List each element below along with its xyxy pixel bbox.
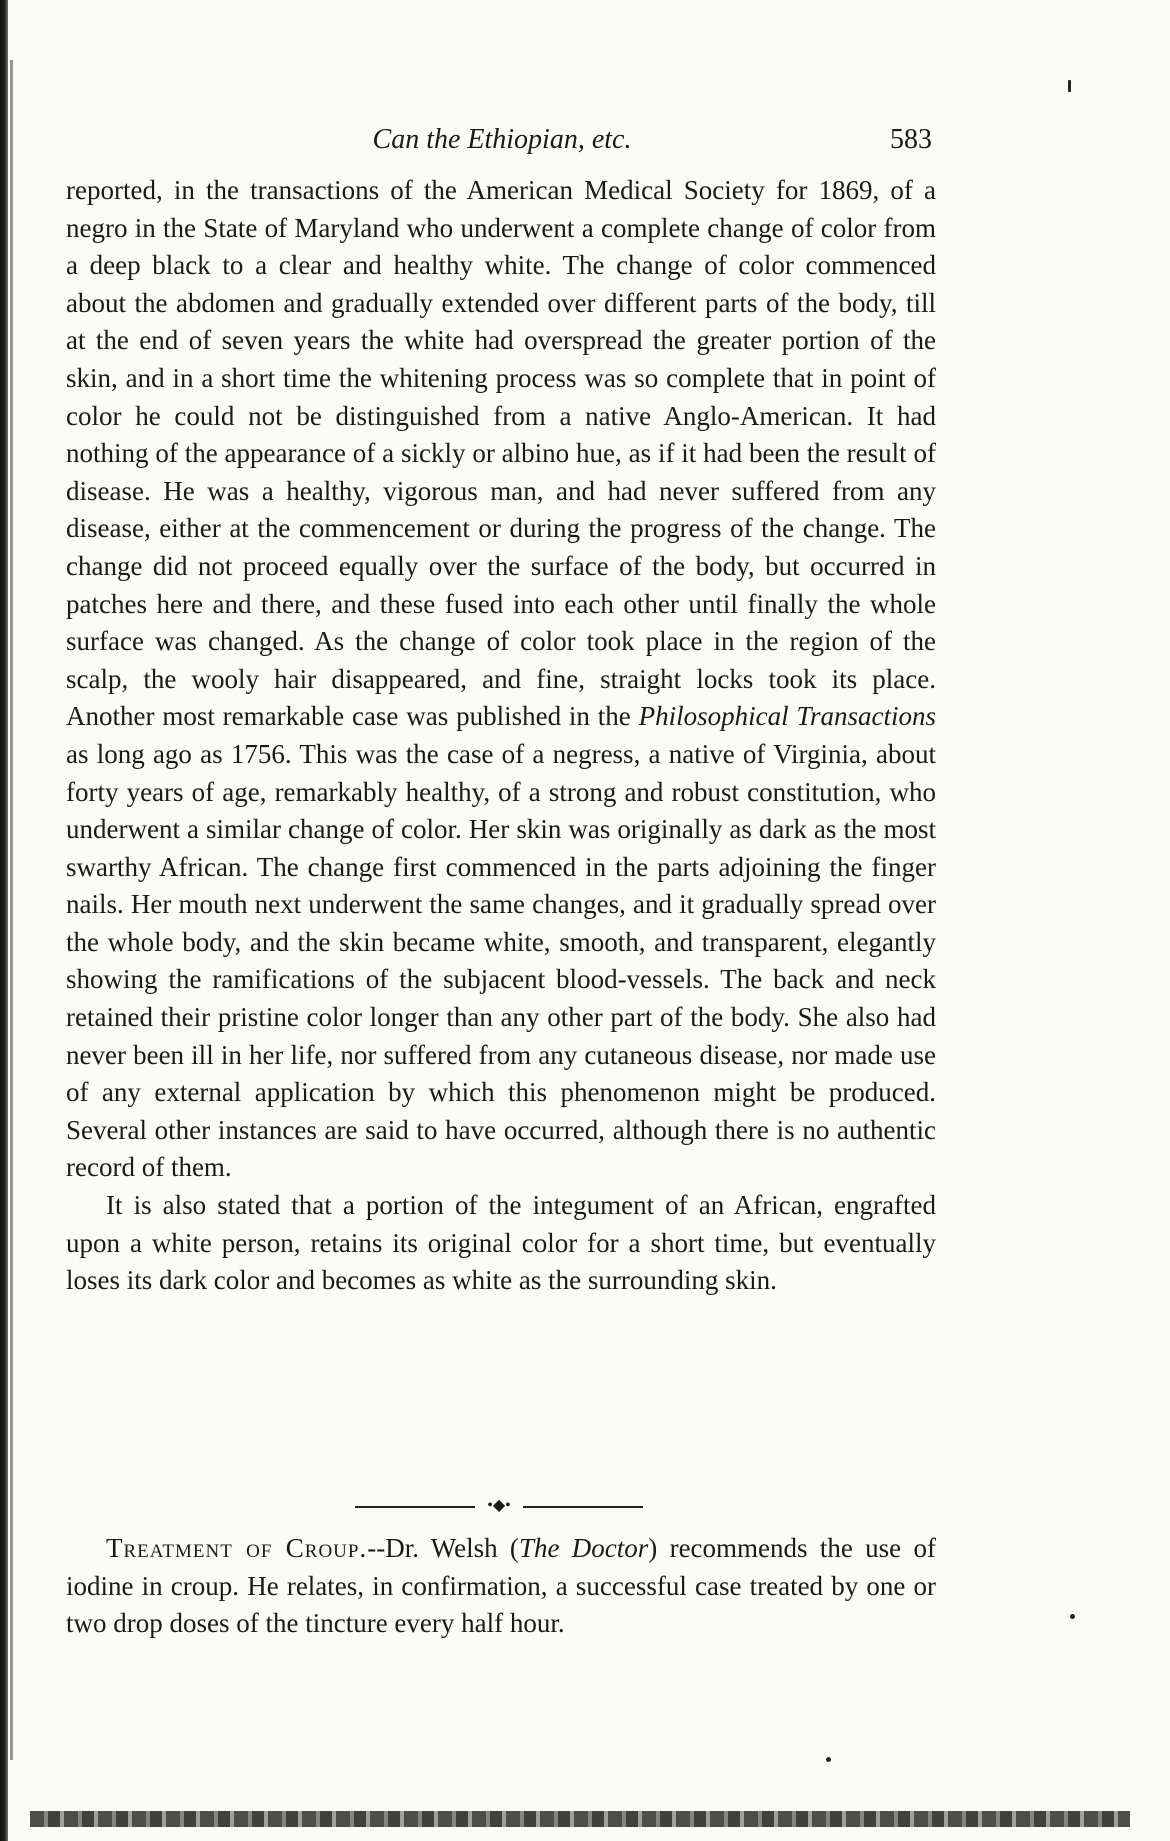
treatment-paragraph: [66, 1530, 936, 1643]
divider-ornament: •◆•: [487, 1497, 511, 1514]
page-number: 583: [890, 124, 932, 155]
body-paragraph-1-continued: as long ago as 1756. This was the case of a negress, a native of Virginia, about forty years of age, remarkably healthy, of a strong and robust constitution, who underwent a similar change of color. Her skin was originally as dark as the most swarthy African. The change first commenced in the parts adjoining the finger nails. Her mouth next underwent the same changes, and it gradually spread over the whole body, and the skin became white, smooth, and transparent, elegantly showing the ramifications of the subjacent blood-vessels. The back and neck retained their pristine color longer than any other part of the body. She also had never been ill in her life, nor suffered from any cutaneous disease, nor made use of any external application by which this phenomenon might be produced. Several other instances are said to have occurred, although there is no authentic record of them.: [66, 738, 936, 1183]
treatment-dash: --: [367, 1533, 386, 1563]
journal-title: Philosophical Transactions: [638, 701, 936, 732]
scan-speck: [1070, 1614, 1075, 1619]
scan-binding-edge: [0, 0, 8, 1841]
treatment-section: [66, 1530, 936, 1643]
scan-speck: [826, 1757, 831, 1762]
scan-bottom-edge: [30, 1811, 1130, 1827]
body-paragraph-1-text: reported, in the transactions of the American Medical Society for 1869, of a negro in the State of Maryland who underwent a complete change of color from a deep black to a clear and healthy white. The change of color commenced about the abdomen and gradually extended over different parts of the body, till at the end of seven years the white had overspread the greater portion of the skin, and in a short time the whitening process was so complete that in point of color he could not be distinguished from a native Anglo-American. It had nothing of the appearance of a sickly or albino hue, as if it had been the result of disease. He was a healthy, vigorous man, and had never suffered from any disease, either at the commencement or during the progress of the change. The change did not proceed equally over the surface of the body, but occurred in patches here and there, and these fused into each other until finally the whole surface was changed. As the change of color took place in the region of the scalp, the wooly hair disappeared, and fine, straight locks took its place. Another most remarkable case was published in the: [66, 175, 936, 732]
page-header: [72, 120, 932, 160]
article-body: [66, 172, 936, 1300]
running-head: Can the Ethiopian, etc.: [372, 124, 632, 155]
body-paragraph-2: It is also stated that a portion of the integument of an African, engrafted upon a white person, retains its original color for a short time, but eventually loses its dark color and becomes as white as the surrounding skin.: [66, 1190, 936, 1296]
treatment-italic-title: The Doctor: [518, 1533, 649, 1563]
divider-line-left: [355, 1506, 475, 1508]
treatment-text-start: Dr. Welsh (: [385, 1533, 519, 1563]
treatment-text-rest: ) recommends the use of iodine in croup. He relates, in confirmation, a successful case treated by one or two drop doses of the tincture every half hour.: [66, 1533, 936, 1639]
section-divider: [355, 1497, 643, 1514]
scan-binding-shadow: [10, 60, 13, 1760]
treatment-heading: Treatment of Croup.: [106, 1533, 368, 1563]
divider-line-right: [523, 1506, 643, 1508]
body-paragraph-1: [66, 172, 936, 1187]
scan-speck: [1068, 80, 1071, 92]
